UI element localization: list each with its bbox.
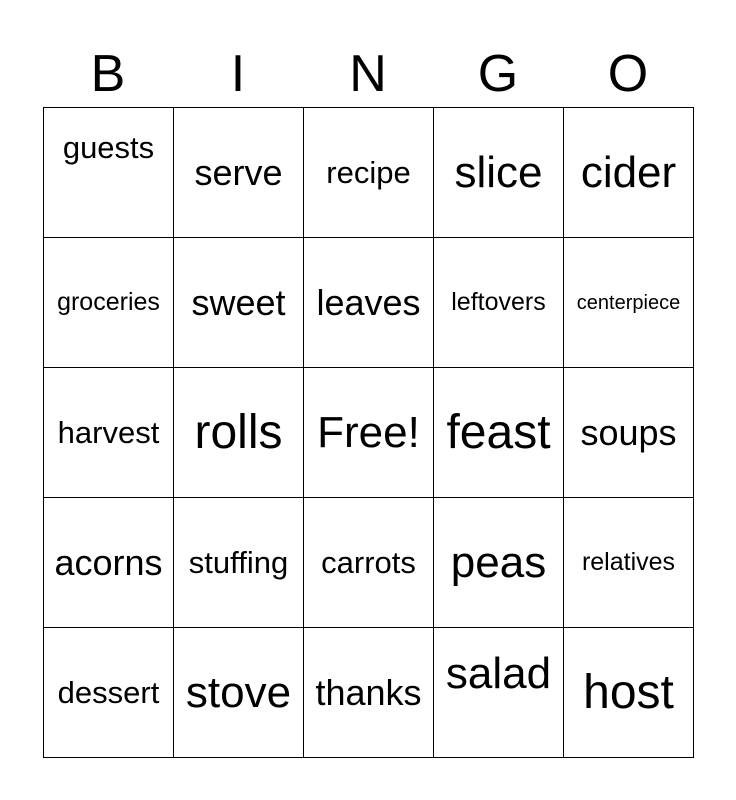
cell-word: peas [450,537,547,587]
cell-word: leftovers [451,288,546,316]
free-cell[interactable] [304,368,434,498]
cell-word: dessert [57,675,160,710]
cell-word: recipe [326,155,411,190]
bingo-card [43,107,694,758]
bingo-cell[interactable] [564,628,694,758]
bingo-cell[interactable] [304,238,434,368]
bingo-cell[interactable] [174,108,304,238]
header-letter-i: I [230,45,246,103]
cell-word: sweet [191,281,286,323]
cell-word: acorns [54,541,163,583]
bingo-cell[interactable] [174,368,304,498]
cell-word: relatives [581,548,676,576]
bingo-cell[interactable] [304,498,434,628]
bingo-cell[interactable] [564,238,694,368]
free-label: Free! [317,407,420,457]
cell-word: groceries [57,288,160,316]
cell-word: cider [580,147,677,197]
bingo-cell[interactable] [44,628,174,758]
cell-word: slice [454,147,543,197]
bingo-cell[interactable] [44,108,174,238]
cell-word: soups [580,411,677,453]
cell-word: guests [62,130,155,165]
bingo-cell[interactable] [434,238,564,368]
bingo-cell[interactable] [174,238,304,368]
bingo-cell[interactable] [434,108,564,238]
cell-word: feast [446,405,551,459]
cell-word: salad [445,649,552,698]
cell-word: carrots [321,545,416,580]
header-letter-b: B [90,45,126,103]
cell-word: stuffing [188,545,289,580]
header-letter-n: N [349,45,387,103]
bingo-cell[interactable] [434,368,564,498]
bingo-cell[interactable] [174,498,304,628]
cell-word: stove [185,667,292,717]
cell-word: rolls [194,405,283,459]
bingo-cell[interactable] [44,238,174,368]
cell-word: thanks [315,671,422,713]
bingo-cell[interactable] [434,498,564,628]
header-letter-o: O [607,45,649,103]
bingo-cell[interactable] [434,628,564,758]
bingo-cell[interactable] [304,108,434,238]
cell-word: host [583,665,674,719]
cell-word: centerpiece [576,291,681,314]
bingo-cell[interactable] [174,628,304,758]
cell-word: leaves [316,281,421,323]
cell-word: harvest [57,415,160,450]
bingo-header [43,44,693,104]
bingo-cell[interactable] [564,108,694,238]
bingo-cell[interactable] [44,498,174,628]
header-letter-g: G [477,45,519,103]
bingo-cell[interactable] [304,628,434,758]
cell-word: serve [194,151,283,193]
bingo-cell[interactable] [564,368,694,498]
bingo-cell[interactable] [564,498,694,628]
bingo-cell[interactable] [44,368,174,498]
